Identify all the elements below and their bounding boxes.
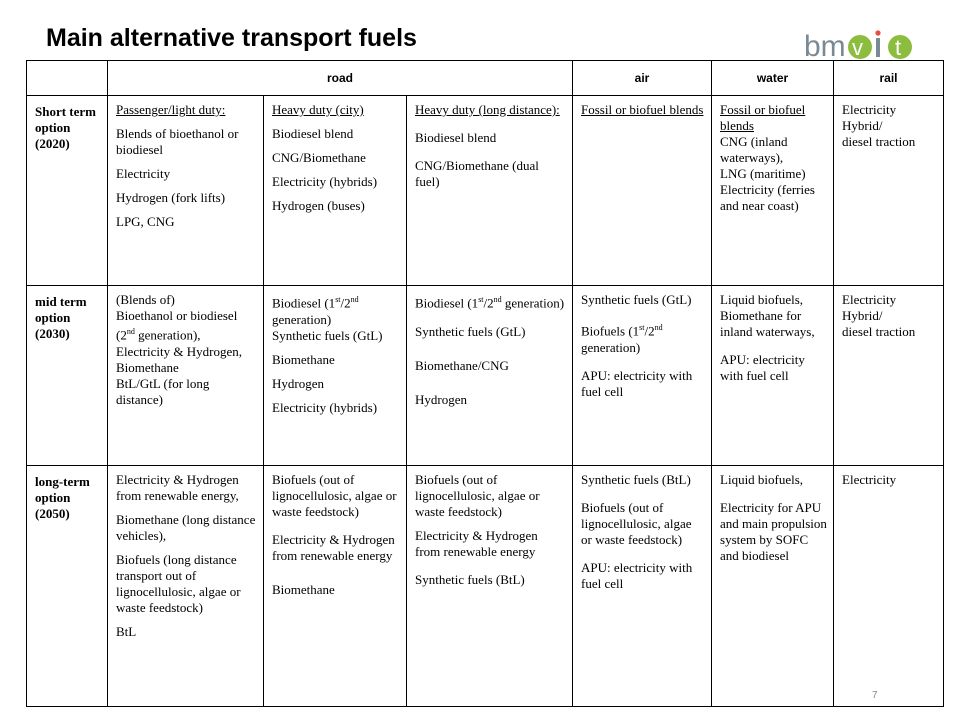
long-air-item: Synthetic fuels (BtL) [581, 471, 691, 487]
short-heavy-long-heading: Heavy duty (long distance): [415, 102, 560, 117]
svg-text:t: t [895, 35, 902, 60]
mid-air-item: APU: electricity with fuel cell [581, 367, 693, 399]
mid-heavy-city-item: Hydrogen [272, 375, 324, 391]
row-label-long: long-term option (2050) [27, 465, 108, 706]
cell-short-air [573, 96, 712, 286]
cell-mid-heavy-long [407, 286, 573, 465]
short-heavy-city-item: Biodiesel blend [272, 126, 354, 141]
cell-mid-rail [834, 286, 944, 465]
long-heavy-city-item: Electricity & Hydrogen from renewable energy [272, 531, 395, 563]
cell-long-passenger [108, 465, 264, 706]
short-passenger-item: Hydrogen (fork lifts) [116, 190, 226, 205]
long-air-item: APU: electricity with fuel cell [581, 559, 693, 591]
row-mid-term [27, 286, 944, 465]
long-water-item: Liquid biofuels, [720, 471, 804, 487]
short-water-heading: Fossil or biofuel blends [720, 102, 806, 133]
short-rail-item: Electricity [842, 102, 897, 117]
long-rail-item: Electricity [842, 471, 897, 487]
row-label-short: Short term option (2020) [27, 96, 108, 286]
mid-passenger-item: (Blends of) [116, 292, 175, 308]
fuels-table [26, 60, 944, 707]
mid-water-item: Liquid biofuels, Biomethane for inland waterways, [720, 292, 815, 340]
long-passenger-item: Biofuels (long distance transport out of lignocellulosic, algae or waste feedstock) [116, 551, 241, 615]
short-heavy-city-item: Hydrogen (buses) [272, 198, 365, 213]
short-water-item: LNG (maritime) [720, 166, 806, 181]
cell-mid-air [573, 286, 712, 465]
short-heavy-long-item: CNG/Biomethane (dual fuel) [415, 158, 539, 189]
cell-short-water [712, 96, 834, 286]
long-water-item: Electricity for APU and main propulsion system by SOFC and biodiesel [720, 499, 827, 563]
header-row [27, 61, 944, 96]
mid-heavy-city-item: Biomethane [272, 351, 335, 367]
mid-heavy-long-item: Biomethane/CNG [415, 357, 509, 373]
cell-long-rail [834, 465, 944, 706]
short-passenger-item: Electricity [116, 166, 171, 181]
mid-passenger-item: Biomethane [116, 359, 179, 375]
row-label-mid: mid term option (2030) [27, 286, 108, 465]
mid-air-item: Synthetic fuels (GtL) [581, 292, 692, 308]
mid-heavy-city-item: Biodiesel (1st/2nd generation) [272, 295, 359, 327]
long-heavy-city-item: Biofuels (out of lignocellulosic, algae or waste feedstock) [272, 471, 397, 519]
mid-air-item: Biofuels (1st/2nd generation) [581, 323, 663, 355]
long-heavy-city-item: Biomethane [272, 581, 335, 597]
cell-long-heavy-city [264, 465, 407, 706]
short-water-item: CNG (inland waterways), [720, 134, 788, 165]
long-heavy-long-item: Biofuels (out of lignocellulosic, algae or waste feedstock) [415, 471, 540, 519]
mid-passenger-item: BtL/GtL (for long distance) [116, 375, 210, 407]
header-empty [27, 61, 108, 96]
cell-short-passenger [108, 96, 264, 286]
long-passenger-item: Biomethane (long distance vehicles), [116, 511, 256, 543]
short-heavy-city-heading: Heavy duty (city) [272, 102, 364, 117]
mid-heavy-city-item: Electricity (hybrids) [272, 399, 378, 415]
row-short-term [27, 96, 944, 286]
cell-long-water [712, 465, 834, 706]
mid-heavy-long-item: Synthetic fuels (GtL) [415, 323, 526, 339]
long-passenger-item: BtL [116, 623, 137, 639]
cell-mid-water [712, 286, 834, 465]
mid-heavy-city-item: Synthetic fuels (GtL) [272, 327, 383, 343]
short-heavy-city-item: CNG/Biomethane [272, 150, 366, 165]
short-rail-item: Hybrid/ [842, 118, 883, 133]
long-heavy-long-item: Synthetic fuels (BtL) [415, 571, 525, 587]
mid-heavy-long-item: Biodiesel (1st/2nd generation) [415, 295, 565, 311]
mid-heavy-long-item: Hydrogen [415, 391, 467, 407]
bmvit-logo [804, 28, 916, 64]
cell-short-rail [834, 96, 944, 286]
mid-rail-item: Electricity [842, 292, 897, 308]
long-heavy-long-item: Electricity & Hydrogen from renewable energy [415, 527, 538, 559]
short-rail-item: diesel traction [842, 134, 916, 149]
mid-water-item: APU: electricity with fuel cell [720, 352, 805, 384]
cell-long-heavy-long [407, 465, 573, 706]
mid-passenger-item: Electricity & Hydrogen, [116, 343, 242, 359]
short-passenger-item: LPG, CNG [116, 214, 175, 229]
page-number: 7 [872, 690, 878, 701]
svg-text:bm: bm [804, 30, 846, 63]
header-rail: rail [834, 61, 944, 96]
short-passenger-item: Blends of bioethanol or biodiesel [116, 126, 239, 157]
mid-rail-item: Hybrid/ [842, 308, 883, 324]
cell-mid-heavy-city [264, 286, 407, 465]
mid-passenger-item: Bioethanol or biodiesel (2nd generation), [116, 308, 238, 343]
header-water: water [712, 61, 834, 96]
header-air: air [573, 61, 712, 96]
cell-short-heavy-long [407, 96, 573, 286]
short-heavy-city-item: Electricity (hybrids) [272, 174, 378, 189]
short-heavy-long-item: Biodiesel blend [415, 130, 497, 145]
long-air-item: Biofuels (out of lignocellulosic, algae or waste feedstock) [581, 499, 692, 547]
cell-mid-passenger [108, 286, 264, 465]
long-passenger-item: Electricity & Hydrogen from renewable energy, [116, 471, 239, 503]
row-long-term [27, 465, 944, 706]
cell-long-air [573, 465, 712, 706]
short-water-item: Electricity (ferries and near coast) [720, 182, 815, 213]
page-title: Main alternative transport fuels [46, 24, 417, 52]
short-passenger-heading: Passenger/light duty: [116, 102, 226, 117]
header-road: road [108, 61, 573, 96]
cell-short-heavy-city [264, 96, 407, 286]
mid-rail-item: diesel traction [842, 324, 916, 340]
short-air-heading: Fossil or biofuel blends [581, 102, 704, 117]
svg-text:v: v [852, 35, 863, 60]
